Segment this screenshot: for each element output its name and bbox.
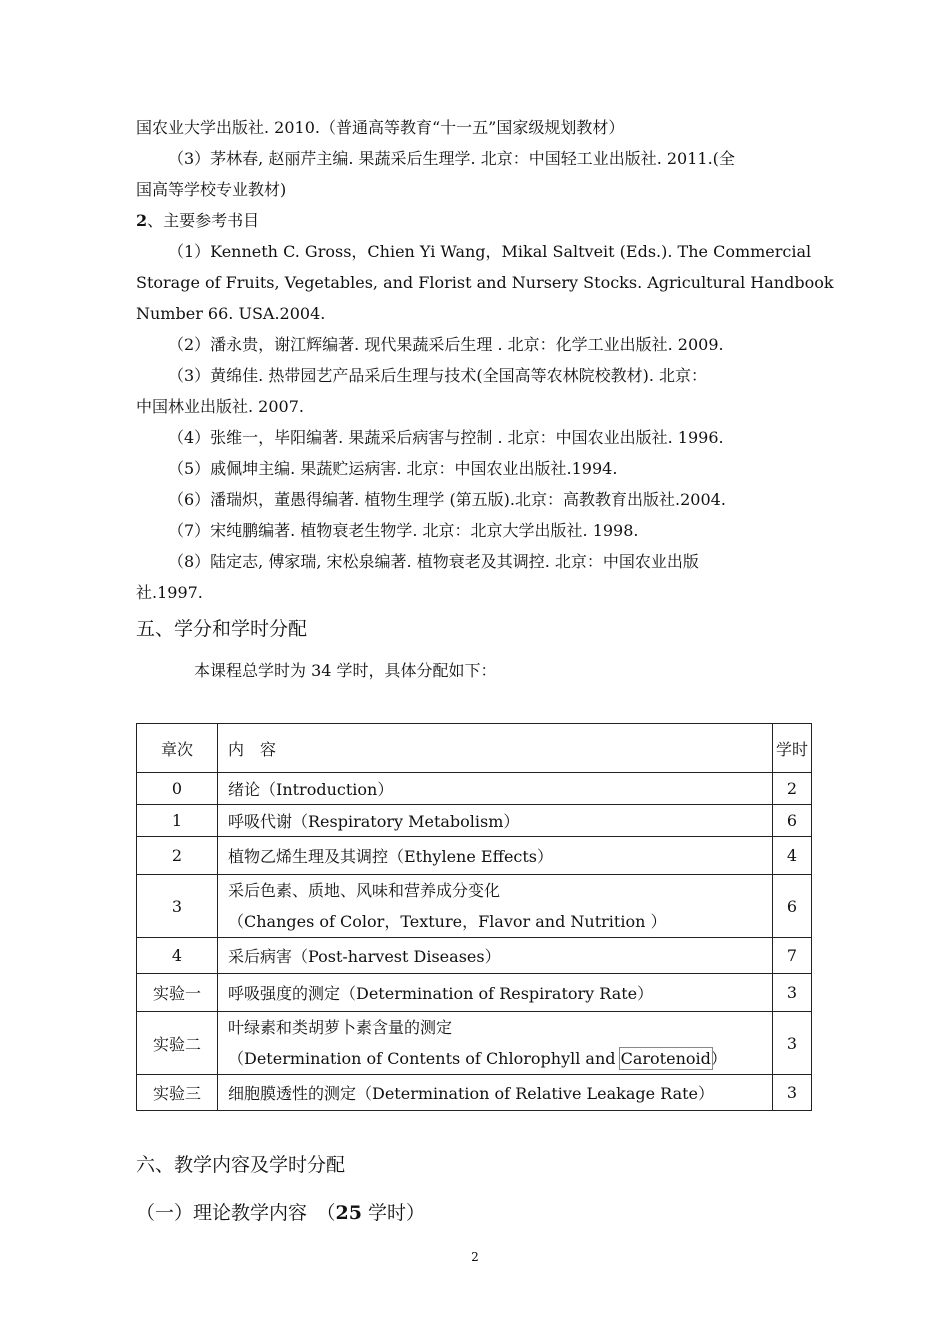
- ref-8-line1: （8）陆定志, 傅家瑞, 宋松泉编著. 植物衰老及其调控. 北京：中国农业出版: [168, 552, 699, 571]
- references-block: [136, 112, 834, 686]
- table-row: [137, 805, 812, 837]
- page-number: 2: [471, 1250, 479, 1264]
- section-6-title: 六、教学内容及学时分配: [136, 1154, 346, 1176]
- cell-content-line1: 叶绿素和类胡萝卜素含量的测定: [228, 1018, 453, 1037]
- cell-chapter: 实验三: [137, 1075, 218, 1111]
- cell-content: [218, 1012, 773, 1075]
- cell-hours: 4: [773, 837, 812, 875]
- cell-content: 呼吸强度的测定（Determination of Respiratory Rate）: [218, 974, 773, 1012]
- content-part: （Determination of Contents of Chlorophyll and: [228, 1049, 621, 1068]
- cell-content: 绪论（Introduction）: [218, 773, 773, 805]
- ref-7: （7）宋纯鹏编著. 植物衰老生物学. 北京：北京大学出版社. 1998.: [168, 521, 639, 540]
- table-row: [137, 938, 812, 974]
- cell-chapter: 3: [137, 875, 218, 938]
- ref-1-line2: Storage of Fruits, Vegetables, and Florist and Nursery Stocks. Agricultural Handbook: [136, 273, 834, 292]
- header-content: 内 容: [218, 724, 773, 773]
- cell-hours: 6: [773, 805, 812, 837]
- ref-3-line1: （3）黄绵佳. 热带园艺产品采后生理与技术(全国高等农林院校教材). 北京：: [168, 366, 708, 385]
- cell-hours: 2: [773, 773, 812, 805]
- cell-content-line1: 采后色素、质地、风味和营养成分变化: [228, 881, 501, 900]
- table-row: [137, 1012, 812, 1075]
- hours-allocation-table: [136, 723, 812, 1111]
- text-line: 国农业大学出版社. 2010.（普通高等教育“十一五”国家级规划教材）: [136, 118, 625, 137]
- table-row: [137, 974, 812, 1012]
- cell-chapter: 0: [137, 773, 218, 805]
- table-header-row: [137, 724, 812, 773]
- cell-chapter: 2: [137, 837, 218, 875]
- subtitle-hours-number: 25: [335, 1202, 362, 1224]
- ref-3-line2: 中国林业出版社. 2007.: [136, 397, 304, 416]
- ref-2: （2）潘永贵，谢江辉编著. 现代果蔬采后生理 . 北京：化学工业出版社. 2009.: [168, 335, 724, 354]
- cell-content: 细胞膜透性的测定（Determination of Relative Leakage Rate）: [218, 1075, 773, 1111]
- heading-text: 、主要参考书目: [147, 211, 260, 230]
- subtitle-part: 学时）: [361, 1202, 426, 1224]
- cell-content-line2: （Changes of Color，Texture，Flavor and Nutrition ）: [228, 912, 667, 931]
- textbook-3-line2: 国高等学校专业教材): [136, 180, 287, 199]
- table-row: [137, 773, 812, 805]
- cell-chapter: 1: [137, 805, 218, 837]
- table-row: [137, 1075, 812, 1111]
- cell-hours: 3: [773, 974, 812, 1012]
- ref-4: （4）张维一，毕阳编著. 果蔬采后病害与控制 . 北京：中国农业出版社. 1996.: [168, 428, 724, 447]
- cell-content: 采后病害（Post-harvest Diseases）: [218, 938, 773, 974]
- content-part: ）: [710, 1049, 727, 1068]
- cell-hours: 7: [773, 938, 812, 974]
- section-5-intro: 本课程总学时为 34 学时，具体分配如下：: [194, 661, 497, 680]
- ref-8-line2: 社.1997.: [136, 583, 203, 602]
- cell-hours: 3: [773, 1012, 812, 1075]
- table-row: [137, 837, 812, 875]
- cell-chapter: 实验二: [137, 1012, 218, 1075]
- cell-content-line2: [228, 1043, 762, 1074]
- textbook-3-line1: （3）茅林春, 赵丽芹主编. 果蔬采后生理学. 北京：中国轻工业出版社. 2011.(全: [168, 149, 735, 168]
- table-row: [137, 875, 812, 938]
- cell-chapter: 实验一: [137, 974, 218, 1012]
- header-hours: 学时: [773, 724, 812, 773]
- ref-1-line3: Number 66. USA.2004.: [136, 304, 326, 323]
- section-6-subtitle: [136, 1196, 425, 1230]
- cell-chapter: 4: [137, 938, 218, 974]
- highlighted-word: Carotenoid: [620, 1049, 711, 1068]
- ref-5: （5）戚佩坤主编. 果蔬贮运病害. 北京：中国农业出版社.1994.: [168, 459, 618, 478]
- header-chapter: 章次: [137, 724, 218, 773]
- cell-content: [218, 875, 773, 938]
- cell-hours: 6: [773, 875, 812, 938]
- references-heading: [136, 205, 814, 236]
- cell-hours: 3: [773, 1075, 812, 1111]
- heading-number: 2: [136, 211, 148, 230]
- section-5-title: 五、学分和学时分配: [136, 618, 308, 640]
- cell-content: 植物乙烯生理及其调控（Ethylene Effects）: [218, 837, 773, 875]
- ref-1-line1: （1）Kenneth C. Gross，Chien Yi Wang，Mikal Saltveit (Eds.). The Commercial: [168, 242, 812, 261]
- cell-content: 呼吸代谢（Respiratory Metabolism）: [218, 805, 773, 837]
- ref-6: （6）潘瑞炽，董愚得编著. 植物生理学 (第五版).北京：高教教育出版社.2004.: [168, 490, 726, 509]
- subtitle-part: （一）理论教学内容 （: [136, 1202, 336, 1224]
